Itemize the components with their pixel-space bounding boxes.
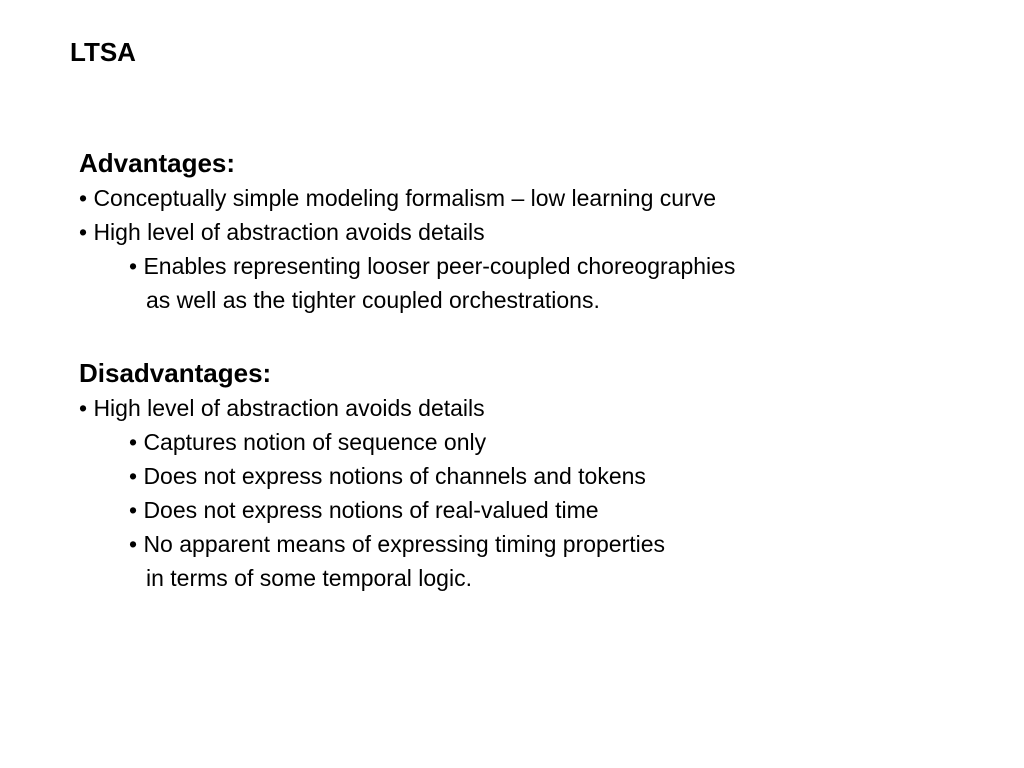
advantages-section: [79, 145, 979, 317]
advantages-sub-bullet-1-continuation: as well as the tighter coupled orchestrations.: [146, 287, 600, 313]
disadvantages-sub-bullet-4: • No apparent means of expressing timing properties: [129, 531, 666, 557]
disadvantages-sub-bullet-4-continuation: in terms of some temporal logic.: [146, 565, 472, 591]
disadvantages-sub-bullet-1: • Captures notion of sequence only: [129, 429, 487, 455]
disadvantages-sub-bullet-2: • Does not express notions of channels and tokens: [129, 463, 646, 489]
advantages-bullet-1: • Conceptually simple modeling formalism – low learning curve: [79, 185, 716, 211]
slide-title: LTSA: [70, 37, 136, 67]
disadvantages-sub-bullet-3: • Does not express notions of real-valued time: [129, 497, 599, 523]
disadvantages-section: [79, 355, 979, 595]
advantages-bullet-2: • High level of abstraction avoids details: [79, 219, 485, 245]
disadvantages-bullet-1: • High level of abstraction avoids details: [79, 395, 485, 421]
slide-content: [79, 145, 979, 595]
section-spacer: [79, 317, 979, 355]
advantages-heading: Advantages:: [79, 148, 236, 178]
advantages-sub-bullet-1: • Enables representing looser peer-coupled choreographies: [129, 253, 736, 279]
disadvantages-heading: Disadvantages:: [79, 358, 272, 388]
